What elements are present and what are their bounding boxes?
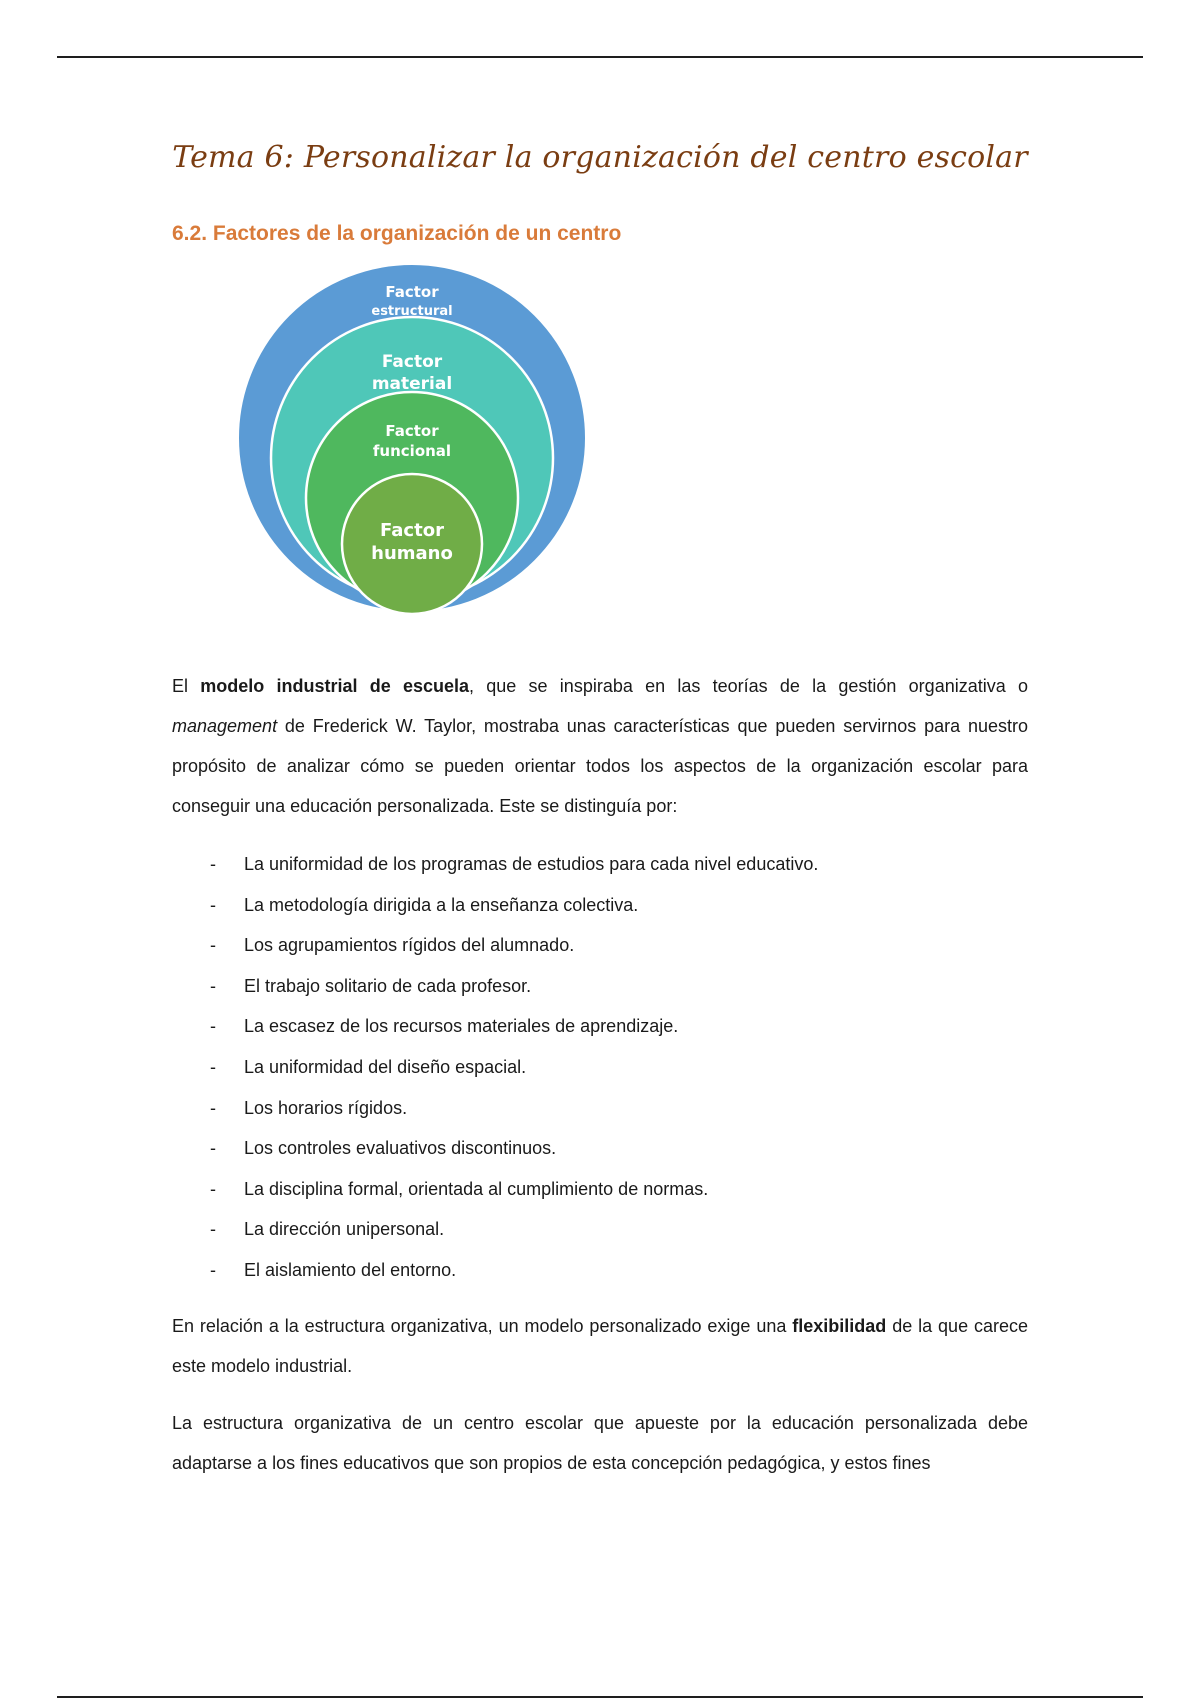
p1-italic-management: management [172,716,278,736]
footer-rule [57,1696,1143,1698]
p2-text-b: de la que carece este modelo industrial. [172,1316,1029,1376]
paragraph-1-text [172,666,1028,826]
bullet-dash: - [210,1138,216,1159]
list-item [172,1006,1028,1047]
characteristics-list [172,844,1028,1291]
list-item-text: La metodología dirigida a la enseñanza colectiva. [244,894,639,915]
paragraph-2-text [172,1306,1028,1386]
bullet-dash: - [210,1178,216,1199]
paragraph-estructura-organizativa [172,1403,1028,1483]
list-item [172,925,1028,966]
bullet-dash: - [210,1219,216,1240]
label-humano-line2: humano [371,543,453,564]
bullet-dash: - [210,854,216,874]
list-item-text: La uniformidad del diseño espacial. [244,1056,527,1077]
paragraph-flexibilidad [172,1306,1028,1386]
nested-circles-svg [236,262,588,614]
page-title: Tema 6: Personalizar la organización del centro escolar [172,140,1028,175]
bullet-dash: - [210,1097,216,1118]
bullet-dash: - [210,935,216,956]
paragraph-3-text: La estructura organizativa de un centro escolar que apueste por la educación personalizada debe adaptarse a los fines educativos que son propios de esta concepción pedagógica, y estos fines [172,1413,1028,1473]
list-item [172,1250,1028,1291]
list-item-text: Los horarios rígidos. [244,1097,408,1118]
p2-bold-flexibilidad: flexibilidad [792,1316,887,1336]
list-item [172,885,1028,926]
bullet-dash: - [210,894,216,915]
list-item-text: Los agrupamientos rígidos del alumnado. [244,935,575,956]
p1-text-b: , que se inspiraba en las teorías de la gestión organizativa o [469,676,1028,696]
paragraph-modelo-industrial [172,666,1028,826]
p1-text-a: El [172,676,201,696]
header-rule [57,56,1143,58]
label-funcional-line2: funcional [372,442,452,460]
list-item-text: El trabajo solitario de cada profesor. [244,975,532,996]
label-funcional-line1: Factor [385,422,439,440]
p2-text-a: En relación a la estructura organizativa, un modelo personalizado exige una [172,1316,793,1336]
list-item-text: El aislamiento del entorno. [244,1259,457,1280]
label-humano-line1: Factor [380,520,444,541]
list-item [172,1088,1028,1129]
label-estructural-line1: Factor [385,283,439,301]
list-item [172,966,1028,1007]
p1-text-c: de Frederick W. Taylor, mostraba unas características que pueden servirnos para nuestro propósito de analizar cómo se pueden orientar todos los aspectos de la organización escolar para conseguir una educación personalizada. Este se distinguía por: [172,716,1028,816]
list-item [172,844,1028,885]
bullet-dash: - [210,1016,216,1037]
p1-bold-modelo-industrial: modelo industrial de escuela [200,676,470,696]
list-item-text: La dirección unipersonal. [244,1219,445,1240]
list-item [172,1047,1028,1088]
list-item-text: La uniformidad de los programas de estudios para cada nivel educativo. [244,854,819,874]
list-item [172,1169,1028,1210]
bullet-dash: - [210,975,216,996]
list-item [172,1209,1028,1250]
bullet-dash: - [210,1259,216,1280]
list-item-text: La disciplina formal, orientada al cumplimiento de normas. [244,1178,709,1199]
section-heading: 6.2. Factores de la organización de un centro [172,222,622,245]
label-material-line1: Factor [381,352,443,372]
nested-factors-diagram [236,262,588,614]
list-item-text: La escasez de los recursos materiales de aprendizaje. [244,1016,679,1037]
list-item-text: Los controles evaluativos discontinuos. [244,1138,557,1159]
bullet-dash: - [210,1056,216,1077]
list-item [172,1128,1028,1169]
label-material-line2: material [371,374,453,394]
label-estructural-line2: estructural [371,304,453,319]
